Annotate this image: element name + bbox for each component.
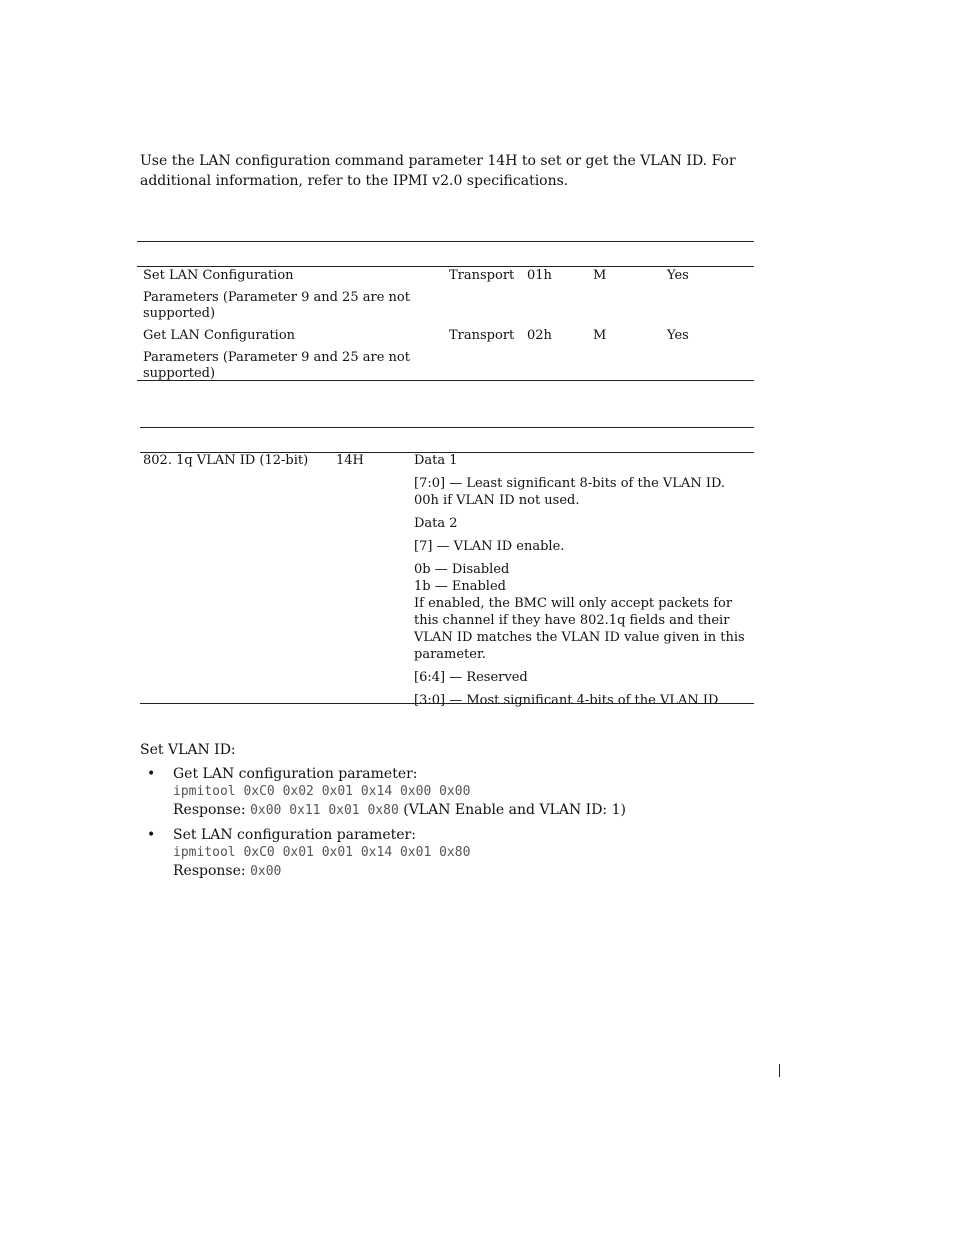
get-label: Get LAN configuration parameter:	[173, 766, 418, 782]
intro-line-2: additional information, refer to the IPMI v2.0 specifications.	[140, 173, 569, 189]
get-response	[173, 801, 760, 820]
command-code: 01h	[527, 268, 552, 283]
get-command: ipmitool 0xC0 0x02 0x01 0x14 0x00 0x00	[173, 784, 471, 799]
set-command: ipmitool 0xC0 0x01 0x01 0x14 0x01 0x80	[173, 845, 471, 860]
set-response	[173, 862, 760, 881]
command-name-line-1: Get LAN Configuration	[143, 328, 296, 343]
get-response-value: 0x00 0x11 0x01 0x80	[250, 803, 399, 818]
data-1-label: Data 1	[414, 453, 458, 468]
vlan-enable-values	[414, 561, 754, 663]
command-name	[143, 268, 433, 322]
command-requirement: M	[593, 328, 607, 343]
command-name-line-2: Parameters (Parameter 9 and 25 are not supported)	[143, 290, 410, 321]
command-name-line-1: Set LAN Configuration	[143, 268, 294, 283]
change-bar	[779, 1064, 780, 1077]
list-item	[140, 765, 760, 820]
enabled-value: 1b — Enabled	[414, 579, 506, 594]
command-table-header-rule	[137, 266, 754, 267]
command-name-line-2: Parameters (Parameter 9 and 25 are not supported)	[143, 350, 410, 381]
parameter-number: 14H	[336, 453, 364, 468]
reserved-bits: [6:4] — Reserved	[414, 670, 528, 685]
example-section	[140, 741, 760, 887]
data-2-label: Data 2	[414, 516, 458, 531]
enabled-note: If enabled, the BMC will only accept packets for this channel if they have 802.1q fields and their VLAN ID matches the VLAN ID value given in this parameter.	[414, 596, 745, 662]
command-table-top-rule	[137, 241, 754, 242]
bullet-glyph: •	[147, 827, 156, 843]
get-response-note: (VLAN Enable and VLAN ID: 1)	[403, 802, 626, 818]
msb-bits: [3:0] — Most significant 4-bits of the VLAN ID	[414, 693, 719, 708]
parameter-name: 802. 1q VLAN ID (12-bit)	[143, 453, 309, 468]
set-response-label: Response:	[173, 863, 246, 879]
set-response-value: 0x00	[250, 864, 282, 879]
command-netfn: Transport	[449, 268, 515, 283]
parameter-description	[414, 452, 754, 715]
list-item	[140, 826, 760, 881]
intro-paragraph	[140, 151, 740, 191]
example-lead: Set VLAN ID:	[140, 742, 236, 758]
set-label: Set LAN configuration parameter:	[173, 827, 416, 843]
command-code: 02h	[527, 328, 552, 343]
intro-line-1: Use the LAN configuration command parameter 14H to set or get the VLAN ID. For	[140, 153, 736, 169]
get-response-label: Response:	[173, 802, 246, 818]
command-name	[143, 328, 433, 382]
command-supported: Yes	[667, 268, 689, 283]
command-netfn: Transport	[449, 328, 515, 343]
data-1-bits: [7:0] — Least significant 8-bits of the VLAN ID. 00h if VLAN ID not used.	[414, 476, 726, 508]
bullet-glyph: •	[147, 766, 156, 782]
parameter-table-bottom-rule	[140, 703, 754, 704]
command-supported: Yes	[667, 328, 689, 343]
parameter-table-top-rule	[140, 427, 754, 428]
command-requirement: M	[593, 268, 607, 283]
disabled-value: 0b — Disabled	[414, 562, 510, 577]
vlan-enable-bit: [7] — VLAN ID enable.	[414, 539, 565, 554]
command-table-bottom-rule	[137, 380, 754, 381]
